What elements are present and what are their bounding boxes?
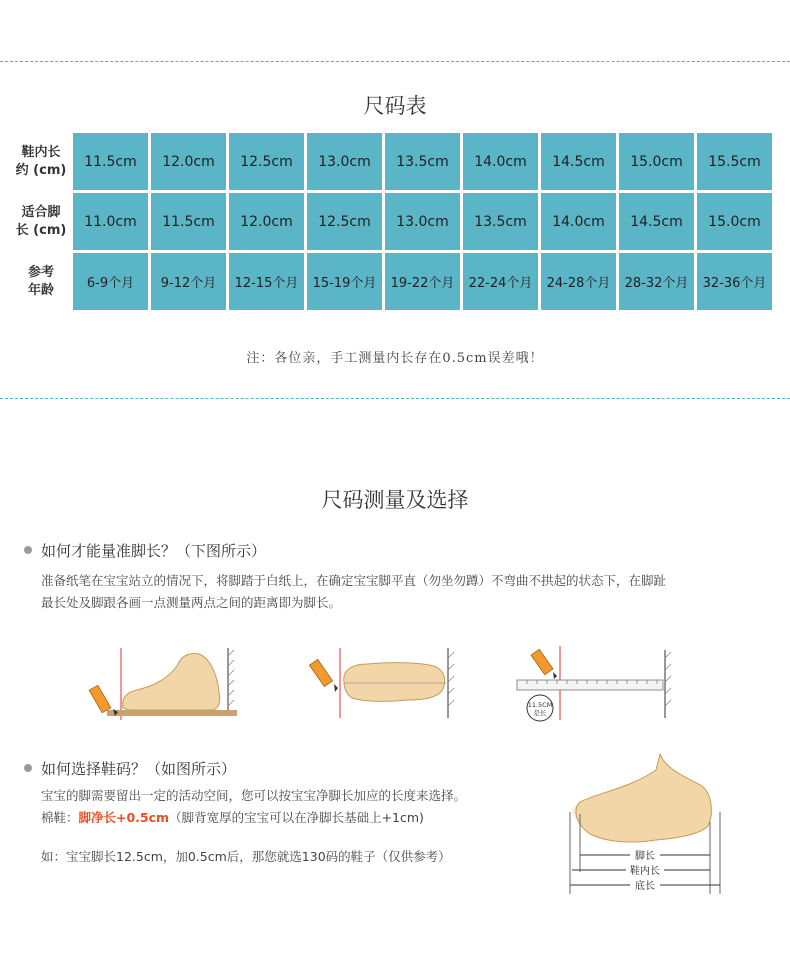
measure-instructions: 准备纸笔在宝宝站立的情况下，将脚踏于白纸上，在确定宝宝脚平直（勿坐勿蹲）不弯曲不拱起的状态下，在脚趾 最长处及脚跟各画一点测量两点之间的距离即为脚长。 xyxy=(41,573,667,610)
foot-shape xyxy=(344,663,445,702)
table-cell: 28-32个月 xyxy=(619,253,694,310)
table-cell: 19-22个月 xyxy=(385,253,460,310)
sole-length-label: 底长 xyxy=(635,881,655,892)
inner-length-label: 鞋内长 xyxy=(630,866,660,877)
table-cell: 11.5cm xyxy=(73,133,148,190)
choose-instructions: 宝宝的脚需要留出一定的活动空间，您可以按宝宝净脚长加应的长度来选择。 棉鞋：脚净长+0.5cm（脚背宽厚的宝宝可以在净脚长基础上+1cm) xyxy=(41,788,467,825)
table-cell: 13.5cm xyxy=(463,193,538,250)
pencil-icon xyxy=(309,659,338,692)
table-cell: 12.5cm xyxy=(307,193,382,250)
ruler-illustration xyxy=(515,646,675,726)
choose-example: 如：宝宝脚长12.5cm，加0.5cm后，那您就选130码的鞋子（仅供参考） xyxy=(41,849,451,864)
middle-dashed-divider xyxy=(0,398,790,399)
foot-shape xyxy=(576,754,711,842)
bullet-dot-icon xyxy=(24,546,32,554)
table-note: 注：各位亲，手工测量内长存在0.5cm误差哦！ xyxy=(246,351,544,366)
table-cell: 15-19个月 xyxy=(307,253,382,310)
table-cell: 12-15个月 xyxy=(229,253,304,310)
table-cell: 15.0cm xyxy=(619,133,694,190)
foot-side-illustration xyxy=(85,642,245,722)
table-cell: 12.0cm xyxy=(229,193,304,250)
table-cell: 12.0cm xyxy=(151,133,226,190)
table-cell: 11.0cm xyxy=(73,193,148,250)
bullet-dot-icon xyxy=(24,764,32,772)
table-cell: 15.0cm xyxy=(697,193,772,250)
table-row xyxy=(12,193,772,250)
row-header-age: 参考 年龄 xyxy=(12,253,70,310)
table-cell: 13.0cm xyxy=(307,133,382,190)
table-row xyxy=(12,133,772,190)
table-cell: 14.0cm xyxy=(463,133,538,190)
table-cell: 6-9个月 xyxy=(73,253,148,310)
table-cell: 14.0cm xyxy=(541,193,616,250)
table-cell: 22-24个月 xyxy=(463,253,538,310)
table-cell: 15.5cm xyxy=(697,133,772,190)
table-cell: 14.5cm xyxy=(619,193,694,250)
table-cell: 32-36个月 xyxy=(697,253,772,310)
foot-length-label: 脚长 xyxy=(635,851,655,862)
row-header-foot-length: 适合脚 长 (cm) xyxy=(12,193,70,250)
pencil-icon xyxy=(531,649,557,679)
ruler-bar xyxy=(517,680,663,690)
floor-board xyxy=(107,710,237,716)
badge-text: 是长 xyxy=(533,709,547,717)
table-cell: 13.5cm xyxy=(385,133,460,190)
table-cell: 12.5cm xyxy=(229,133,304,190)
size-table xyxy=(9,130,775,313)
top-dashed-divider xyxy=(0,61,790,62)
badge-text: 11.5CM xyxy=(527,701,553,709)
size-table-title: 尺码表 xyxy=(363,94,427,118)
table-cell: 9-12个月 xyxy=(151,253,226,310)
row-header-inner-length: 鞋内长 约 (cm) xyxy=(12,133,70,190)
highlight-rule: 脚净长+0.5cm xyxy=(78,810,170,825)
foot-top-illustration xyxy=(308,648,458,723)
question-choose-size: 如何选择鞋码？（如图所示） xyxy=(24,758,236,779)
table-cell: 24-28个月 xyxy=(541,253,616,310)
table-cell: 13.0cm xyxy=(385,193,460,250)
table-row xyxy=(12,253,772,310)
shoe-length-diagram xyxy=(560,752,735,897)
question-measure-foot: 如何才能量准脚长？（下图所示） xyxy=(24,540,266,561)
table-cell: 14.5cm xyxy=(541,133,616,190)
foot-shape xyxy=(123,654,220,711)
measure-section-title: 尺码测量及选择 xyxy=(321,488,469,512)
table-cell: 11.5cm xyxy=(151,193,226,250)
